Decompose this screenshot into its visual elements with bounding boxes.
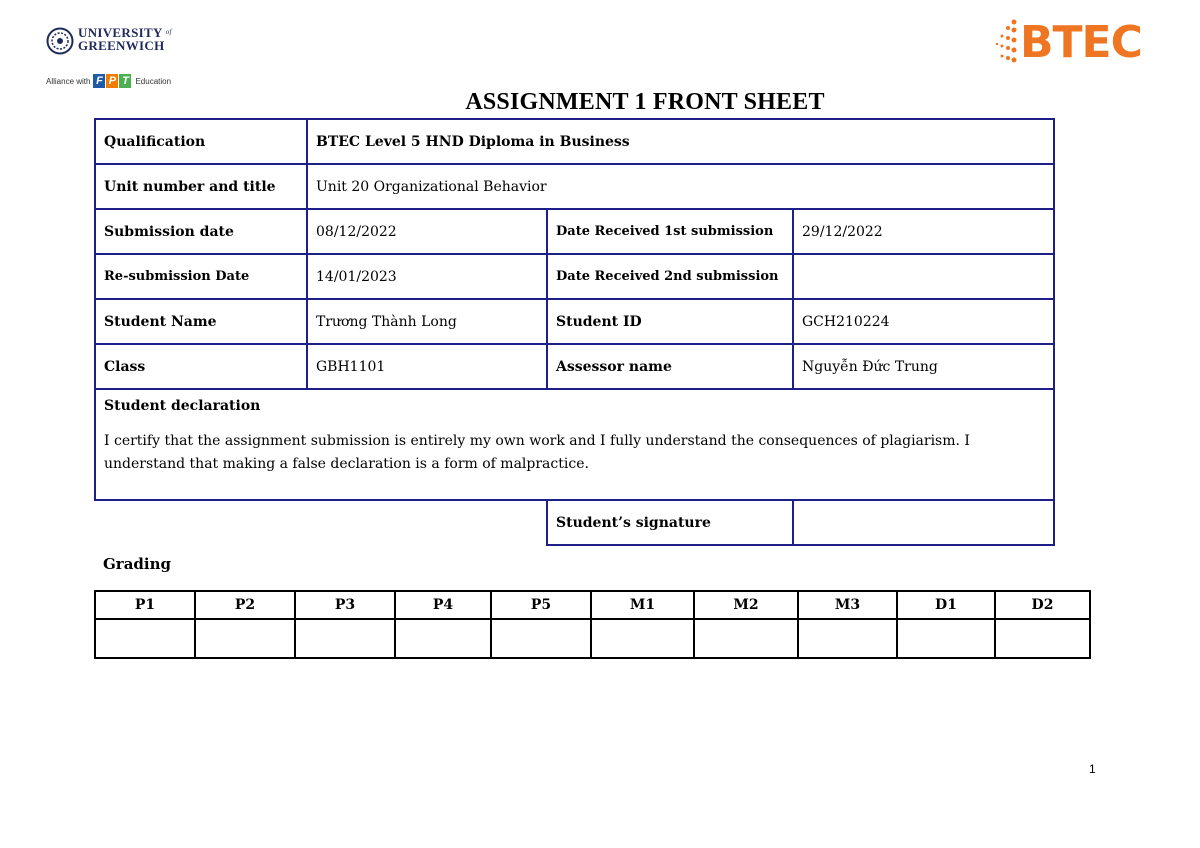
qualification-label: Qualification bbox=[95, 119, 307, 164]
btec-wordmark: BTEC bbox=[1020, 17, 1142, 68]
grade-header-p4: P4 bbox=[395, 591, 491, 619]
declaration-cell bbox=[95, 389, 1054, 500]
grade-header-d2: D2 bbox=[995, 591, 1090, 619]
submission-date-label: Submission date bbox=[95, 209, 307, 254]
page-number: 1 bbox=[1089, 762, 1096, 776]
student-name-label: Student Name bbox=[95, 299, 307, 344]
grade-cell-p5 bbox=[491, 619, 591, 658]
submission-date-value: 08/12/2022 bbox=[307, 209, 547, 254]
unit-value: Unit 20 Organizational Behavior bbox=[307, 164, 1054, 209]
grade-cell-d2 bbox=[995, 619, 1090, 658]
unit-label: Unit number and title bbox=[95, 164, 307, 209]
fpt-logo: F P T bbox=[93, 74, 132, 88]
student-id-label: Student ID bbox=[547, 299, 793, 344]
grade-cell-p4 bbox=[395, 619, 491, 658]
grade-header-m2: M2 bbox=[694, 591, 798, 619]
crest-icon bbox=[46, 27, 74, 55]
grade-cell-d1 bbox=[897, 619, 995, 658]
received-2nd-label: Date Received 2nd submission bbox=[547, 254, 793, 299]
grading-table bbox=[94, 590, 1091, 659]
signature-spacer bbox=[95, 500, 547, 545]
declaration-title: Student declaration bbox=[104, 398, 261, 414]
grade-header-p5: P5 bbox=[491, 591, 591, 619]
received-1st-label: Date Received 1st submission bbox=[547, 209, 793, 254]
signature-value bbox=[793, 500, 1054, 545]
student-name-value: Trương Thành Long bbox=[307, 299, 547, 344]
assessor-label: Assessor name bbox=[547, 344, 793, 389]
grade-header-m3: M3 bbox=[798, 591, 897, 619]
university-wordmark: UNIVERSITY $^{of}$ GREENWICH bbox=[78, 25, 172, 53]
student-id-value: GCH210224 bbox=[793, 299, 1054, 344]
grade-cell-p2 bbox=[195, 619, 295, 658]
fpt-alliance bbox=[46, 72, 171, 90]
grade-cell-p1 bbox=[95, 619, 195, 658]
grade-header-p2: P2 bbox=[195, 591, 295, 619]
received-1st-value: 29/12/2022 bbox=[793, 209, 1054, 254]
grade-cell-m2 bbox=[694, 619, 798, 658]
received-2nd-value bbox=[793, 254, 1054, 299]
alliance-suffix: Education bbox=[135, 76, 172, 86]
page-title: ASSIGNMENT 1 FRONT SHEET bbox=[465, 89, 825, 115]
declaration-text: I certify that the assignment submission is entirely my own work and I fully understand the consequences of plagiarism. I understand that making a false declaration is a form of malpractice. bbox=[104, 433, 970, 472]
assessor-value: Nguyễn Đức Trung bbox=[793, 344, 1054, 389]
grade-cell-p3 bbox=[295, 619, 395, 658]
alliance-prefix: Alliance with bbox=[46, 76, 91, 86]
grade-header-p3: P3 bbox=[295, 591, 395, 619]
btec-dots-icon bbox=[994, 18, 1020, 68]
qualification-value: BTEC Level 5 HND Diploma in Business bbox=[307, 119, 1054, 164]
resubmission-value: 14/01/2023 bbox=[307, 254, 547, 299]
class-value: GBH1101 bbox=[307, 344, 547, 389]
grade-header-m1: M1 bbox=[591, 591, 694, 619]
grade-cell-m3 bbox=[798, 619, 897, 658]
class-label: Class bbox=[95, 344, 307, 389]
signature-label: Student’s signature bbox=[547, 500, 793, 545]
grading-label: Grading bbox=[103, 555, 172, 573]
resubmission-label: Re-submission Date bbox=[95, 254, 307, 299]
front-sheet-table bbox=[94, 118, 1055, 546]
grade-header-d1: D1 bbox=[897, 591, 995, 619]
grade-cell-m1 bbox=[591, 619, 694, 658]
btec-logo bbox=[994, 18, 1144, 68]
grade-header-p1: P1 bbox=[95, 591, 195, 619]
university-logo bbox=[46, 24, 186, 92]
